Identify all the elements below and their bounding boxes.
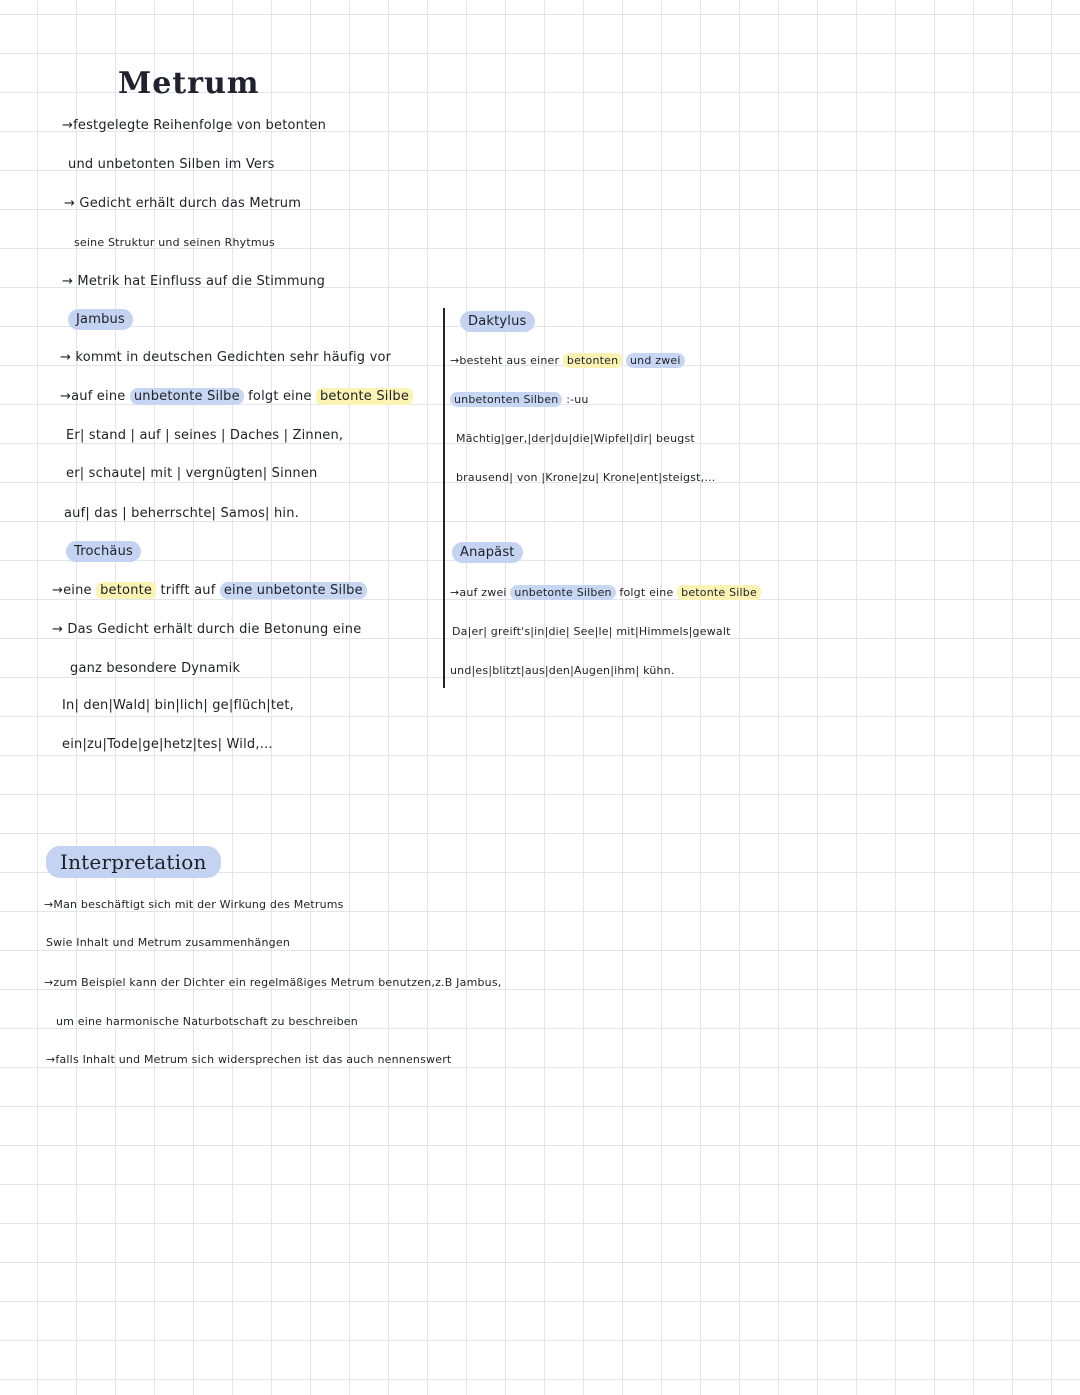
daktylus-line-1 <box>450 354 685 367</box>
anapaest-example-2: und|es|blitzt|aus|den|Augen|ihm| kühn. <box>450 664 675 677</box>
daktylus-betonten-highlight: betonten <box>563 353 622 368</box>
trochaeus-heading <box>66 544 141 559</box>
anapaest-heading <box>452 545 523 560</box>
jambus-example-3: auf| das | beherrschte| Samos| hin. <box>64 506 299 521</box>
anapaest-line-1-a: →auf zwei <box>450 586 507 599</box>
metrum-line-4: seine Struktur und seinen Rhytmus <box>74 236 275 249</box>
trochaeus-betonte-highlight: betonte <box>96 582 156 599</box>
daktylus-example-2: brausend| von |Krone|zu| Krone|ent|steigst,... <box>456 471 716 484</box>
daktylus-line-2-b: :-uu <box>566 393 589 406</box>
daktylus-example-1: Mächtig|ger,|der|du|die|Wipfel|dir| beugst <box>456 432 695 445</box>
anapaest-heading-label: Anapäst <box>452 542 523 563</box>
column-divider <box>443 308 445 688</box>
anapaest-example-1: Da|er| greift's|in|die| See|le| mit|Himmels|gewalt <box>452 625 731 638</box>
daktylus-line-1-c: und zwei <box>626 353 685 368</box>
metrum-line-1: →festgelegte Reihenfolge von betonten <box>62 118 327 133</box>
jambus-unbetonte-highlight: unbetonte Silbe <box>130 388 244 405</box>
trochaeus-line-1 <box>52 583 367 598</box>
trochaeus-unbetonte-highlight: eine unbetonte Silbe <box>220 582 367 599</box>
jambus-example-2: er| schaute| mit | vergnügten| Sinnen <box>66 466 318 481</box>
daktylus-line-2 <box>450 393 589 406</box>
interpretation-line-3: →zum Beispiel kann der Dichter ein regelmäßiges Metrum benutzen,z.B Jambus, <box>44 976 502 989</box>
jambus-heading-label: Jambus <box>68 309 133 330</box>
jambus-example-1: Er| stand | auf | seines | Daches | Zinnen, <box>66 428 344 443</box>
jambus-betonte-highlight: betonte Silbe <box>316 388 413 405</box>
trochaeus-example-1: In| den|Wald| bin|lich| ge|flüch|tet, <box>62 698 294 713</box>
metrum-line-5: → Metrik hat Einfluss auf die Stimmung <box>62 274 326 289</box>
interpretation-line-5: →falls Inhalt und Metrum sich widersprechen ist das auch nennenswert <box>46 1053 452 1066</box>
anapaest-unbetonte-highlight: unbetonte Silben <box>510 585 615 600</box>
daktylus-heading <box>460 314 535 329</box>
jambus-line-2 <box>60 389 413 404</box>
interpretation-line-2: Swie Inhalt und Metrum zusammenhängen <box>46 936 290 949</box>
daktylus-line-1-a: →besteht aus einer <box>450 354 560 367</box>
page-title: Metrum <box>118 66 260 101</box>
anapaest-line-1-c: folgt eine <box>619 586 674 599</box>
jambus-line-2-a: →auf eine <box>60 389 126 404</box>
trochaeus-example-2: ein|zu|Tode|ge|hetz|tes| Wild,... <box>62 737 273 752</box>
metrum-line-2: und unbetonten Silben im Vers <box>68 157 275 172</box>
daktylus-heading-label: Daktylus <box>460 311 535 332</box>
jambus-line-2-c: folgt eine <box>248 389 312 404</box>
trochaeus-heading-label: Trochäus <box>66 541 141 562</box>
anapaest-betonte-highlight: betonte Silbe <box>677 585 761 600</box>
trochaeus-line-1-c: trifft auf <box>160 583 216 598</box>
interpretation-heading-label: Interpretation <box>46 846 221 878</box>
anapaest-line-1 <box>450 586 761 599</box>
trochaeus-line-1-a: →eine <box>52 583 92 598</box>
daktylus-unbetonten-highlight: unbetonten Silben <box>450 392 562 407</box>
interpretation-line-4: um eine harmonische Naturbotschaft zu beschreiben <box>56 1015 358 1028</box>
metrum-line-3: → Gedicht erhält durch das Metrum <box>64 196 302 211</box>
jambus-line-1: → kommt in deutschen Gedichten sehr häufig vor <box>60 350 392 365</box>
interpretation-line-1: →Man beschäftigt sich mit der Wirkung des Metrums <box>44 898 344 911</box>
jambus-heading <box>68 312 133 327</box>
interpretation-heading <box>46 850 221 874</box>
trochaeus-line-2: → Das Gedicht erhält durch die Betonung eine <box>52 622 362 637</box>
trochaeus-line-3: ganz besondere Dynamik <box>70 661 241 676</box>
